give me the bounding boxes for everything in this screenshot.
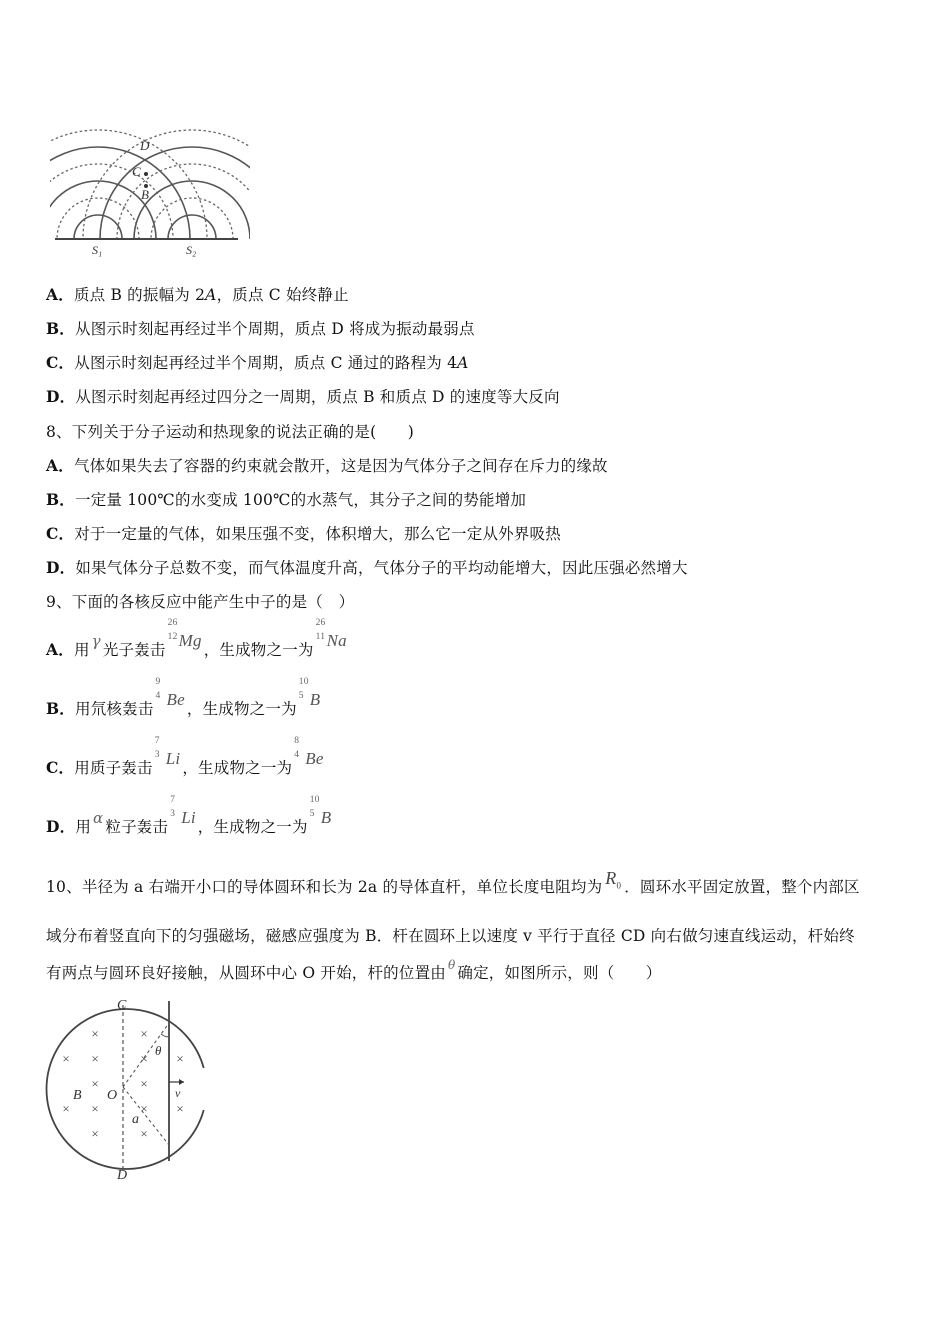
option-text: 质点 B 的振幅为 2 — [73, 286, 206, 304]
option-text: ，生成物之一为 — [186, 700, 297, 718]
resistance-symbol — [605, 868, 622, 891]
element-symbol: B — [320, 808, 332, 827]
option-text: 用 — [75, 818, 92, 836]
nuclide-target — [155, 677, 185, 719]
q7-option-a — [46, 285, 349, 305]
field-cross: × — [140, 1026, 148, 1041]
label-S1: S₁ — [92, 243, 103, 257]
q7-option-d — [46, 387, 560, 407]
mass-number: 7 — [154, 736, 160, 746]
field-cross: × — [91, 1101, 99, 1116]
variable-A: A — [205, 286, 217, 304]
element-symbol: Mg — [178, 631, 202, 650]
label-v: v — [175, 1086, 181, 1100]
element-symbol: Li — [165, 749, 181, 768]
option-text: 如果气体分子总数不变，而气体温度升高，气体分子的平均动能增大，因此压强必然增大 — [75, 559, 688, 577]
nuclide-product — [309, 795, 332, 837]
field-cross: × — [140, 1051, 148, 1066]
question-stem: 域分布着竖直向下的匀强磁场，磁感应强度为 B．杆在圆环上以速度 v 平行于直径 CD 向右做匀速直线运动，杆始终 — [46, 927, 855, 945]
field-cross: × — [176, 1051, 184, 1066]
option-text: 用质子轰击 — [74, 759, 153, 777]
q8-option-a — [46, 456, 608, 476]
label-a: a — [132, 1112, 139, 1127]
q8-option-b — [46, 490, 526, 510]
option-letter: D． — [46, 558, 76, 577]
label-theta: θ — [155, 1043, 162, 1058]
element-symbol: Li — [181, 808, 196, 827]
option-text: 对于一定量的气体，如果压强不变，体积增大，那么它一定从外界吸热 — [74, 525, 561, 543]
option-letter: A． — [46, 285, 74, 304]
label-O: O — [107, 1088, 118, 1103]
option-letter: C． — [46, 758, 75, 777]
label-C: C — [117, 998, 127, 1013]
element-symbol: B — [309, 690, 321, 709]
ring-rod-figure — [44, 995, 224, 1185]
label-B: B — [141, 187, 149, 202]
nuclide-target — [167, 618, 202, 660]
q7-option-c — [46, 353, 469, 373]
nuclide-product — [298, 677, 321, 719]
question-stem: 有两点与圆环良好接触，从圆环中心 O 开始，杆的位置由 — [46, 964, 446, 982]
label-B: B — [73, 1088, 82, 1103]
q10-stem-line-2 — [46, 926, 855, 946]
field-cross: × — [91, 1126, 99, 1141]
question-stem: 确定，如图所示，则（ ） — [457, 964, 662, 982]
q10-stem-line-3 — [46, 958, 662, 984]
nuclide-product — [294, 736, 324, 778]
q8-option-c — [46, 524, 561, 544]
q9-option-b — [46, 677, 322, 719]
label-C: C — [132, 164, 141, 179]
mass-number: 26 — [167, 618, 178, 628]
s1-trough-2 — [50, 164, 173, 262]
field-cross: × — [176, 1101, 184, 1116]
option-letter: B． — [46, 490, 76, 509]
option-text: ，生成物之一为 — [182, 759, 293, 777]
s2-crest-3 — [100, 147, 250, 262]
option-text: 一定量 100℃的水变成 100℃的水蒸气，其分子之间的势能增加 — [75, 491, 527, 509]
option-text: ，质点 C 始终静止 — [216, 286, 349, 304]
q10-stem-line-1 — [46, 868, 860, 904]
field-cross: × — [62, 1101, 70, 1116]
q9-option-d — [46, 795, 333, 837]
mass-number: 9 — [155, 677, 161, 687]
mass-number: 7 — [170, 795, 176, 805]
gamma-symbol: γ — [91, 632, 101, 650]
alpha-symbol: α — [93, 809, 104, 827]
option-text: 从图示时刻起再经过半个周期，质点 C 通过的路程为 4 — [74, 354, 458, 372]
q9-option-a — [46, 618, 349, 660]
atomic-number: 4 — [294, 750, 300, 760]
option-letter: D． — [46, 817, 76, 836]
q7-option-b — [46, 319, 475, 339]
option-text: 粒子轰击 — [105, 818, 169, 836]
option-letter: B． — [46, 699, 76, 718]
atomic-number: 5 — [309, 809, 315, 819]
option-text: 光子轰击 — [102, 641, 166, 659]
label-D: D — [140, 138, 150, 153]
element-symbol: Be — [166, 690, 185, 709]
atomic-number: 5 — [298, 691, 304, 701]
velocity-arrowhead — [179, 1079, 184, 1085]
mass-number: 10 — [298, 677, 309, 687]
theta-arc — [161, 1034, 169, 1037]
option-letter: D． — [46, 387, 76, 406]
variable-A: A — [457, 354, 469, 372]
element-symbol: Na — [326, 631, 347, 650]
atomic-number: 11 — [315, 632, 326, 642]
q8-option-d — [46, 558, 688, 578]
option-letter: C． — [46, 524, 75, 543]
label-S2: S₂ — [186, 243, 197, 257]
mass-number: 26 — [315, 618, 326, 628]
question-stem: ．圆环水平固定放置，整个内部区 — [624, 878, 860, 896]
R-symbol: R — [605, 868, 617, 888]
question-stem: 8、下列关于分子运动和热现象的说法正确的是( ) — [46, 423, 414, 441]
mass-number: 10 — [309, 795, 320, 805]
point-C-dot — [144, 172, 148, 176]
option-text: ，生成物之一为 — [197, 818, 308, 836]
option-letter: A． — [46, 640, 74, 659]
atomic-number: 12 — [167, 632, 178, 642]
nuclide-target — [154, 736, 181, 778]
option-text: 用氘核轰击 — [75, 700, 154, 718]
option-text: 从图示时刻起再经过半个周期，质点 D 将成为振动最弱点 — [75, 320, 475, 338]
field-cross: × — [62, 1051, 70, 1066]
atomic-number: 3 — [154, 750, 160, 760]
wave-interference-figure — [50, 112, 250, 262]
q9-stem — [46, 592, 354, 612]
field-cross: × — [91, 1076, 99, 1091]
q9-option-c — [46, 736, 326, 778]
R-subscript: 0 — [616, 880, 622, 891]
label-D: D — [117, 1168, 128, 1183]
field-cross: × — [140, 1076, 148, 1091]
field-cross: × — [140, 1126, 148, 1141]
field-cross: × — [91, 1051, 99, 1066]
option-text: 从图示时刻起再经过四分之一周期，质点 B 和质点 D 的速度等大反向 — [75, 388, 560, 406]
nuclide-product — [315, 618, 347, 660]
question-stem: 10、半径为 a 右端开小口的导体圆环和长为 2a 的导体直杆，单位长度电阻均为 — [46, 878, 603, 896]
option-text: 气体如果失去了容器的约束就会散开，这是因为气体分子之间存在斥力的缘故 — [73, 457, 608, 475]
option-text: 用 — [73, 641, 90, 659]
question-stem: 9、下面的各核反应中能产生中子的是（ ） — [46, 593, 355, 611]
nuclide-target — [170, 795, 196, 837]
element-symbol: Be — [305, 749, 324, 768]
field-cross: × — [91, 1026, 99, 1041]
mass-number: 8 — [294, 736, 300, 746]
option-text: ，生成物之一为 — [203, 641, 314, 659]
field-cross: × — [140, 1101, 148, 1116]
option-letter: C． — [46, 353, 75, 372]
atomic-number: 3 — [170, 809, 176, 819]
option-letter: A． — [46, 456, 74, 475]
q8-stem — [46, 422, 414, 442]
atomic-number: 4 — [155, 691, 161, 701]
theta-symbol: θ — [447, 958, 456, 972]
option-letter: B． — [46, 319, 76, 338]
